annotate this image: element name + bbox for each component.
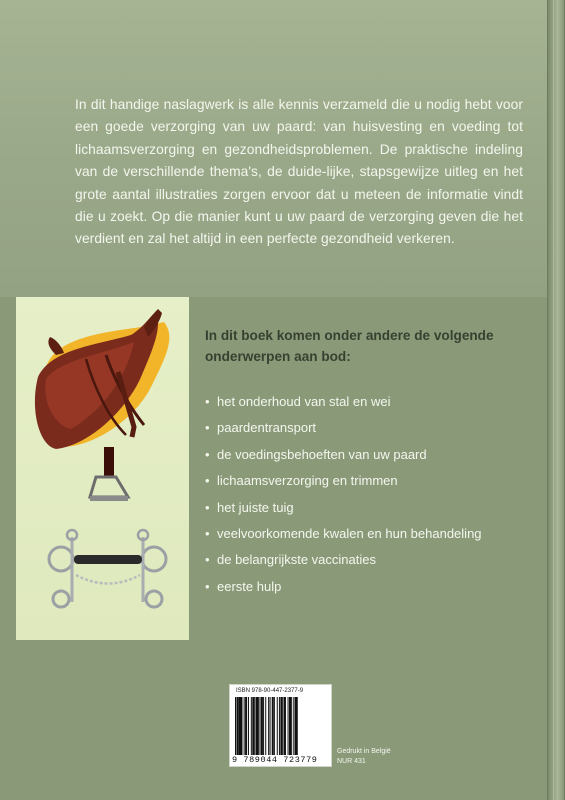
topics-section: [205, 325, 535, 604]
bullet: •: [205, 499, 210, 515]
barcode-bars: [235, 697, 328, 755]
topic-label: veelvoorkomende kwalen en hun behandeling: [217, 525, 482, 541]
topic-label: paardentransport: [217, 420, 317, 436]
list-item: [205, 551, 535, 577]
topic-label: het juiste tuig: [217, 499, 294, 515]
bullet: •: [205, 525, 210, 541]
imprint: [337, 747, 391, 767]
illustration-area: [16, 297, 189, 640]
list-item: [205, 393, 535, 419]
bullet: •: [205, 578, 210, 594]
bullet: •: [205, 552, 210, 568]
topic-label: het onderhoud van stal en wei: [217, 394, 391, 409]
list-item: [205, 472, 535, 498]
topic-list: [205, 393, 535, 604]
list-item: [205, 525, 535, 551]
topics-heading: In dit boek komen onder andere de volgende onderwerpen aan bod:: [205, 328, 494, 364]
topic-label: de voedingsbehoeften van uw paard: [217, 446, 427, 462]
list-item: [205, 419, 535, 445]
list-item: [205, 499, 535, 525]
spine-edge: [547, 0, 564, 800]
bullet: •: [205, 420, 210, 436]
isbn-label: ISBN 978-90-447-2377-9: [236, 688, 304, 694]
intro-paragraph: In dit handige naslagwerk is alle kennis verzameld die u nodig hebt voor een goede verzorging van uw paard: van huisvesting en voeding tot lichaamsverzorging en gezondheidsproblemen. De praktische indeling van de verschillende thema's, de duide-lijke, stapsgewijze uitleg en het grote aantal illustraties zorgen ervoor dat u meteen de informatie vindt die u zoekt. Op die manier kunt u uw paard de verzorging geven die het verdient en zal het altijd in een perfecte gezondheid verkeren.: [75, 97, 523, 247]
printed-in: Gedrukt in België: [337, 748, 391, 755]
saddle-illustration: [35, 309, 169, 501]
topic-label: de belangrijkste vaccinaties: [217, 552, 376, 568]
list-item: [205, 446, 535, 472]
bullet: •: [205, 446, 210, 462]
bullet: •: [205, 394, 210, 409]
nur-code: NUR 431: [337, 758, 366, 765]
barcode: [229, 684, 332, 767]
barcode-digits: 9 789044 723779: [232, 755, 318, 765]
topic-label: lichaamsverzorging en trimmen: [217, 473, 398, 489]
topic-label: eerste hulp: [217, 578, 282, 594]
bit-illustration: [49, 530, 166, 607]
bullet: •: [205, 473, 210, 489]
list-item: [205, 578, 535, 604]
